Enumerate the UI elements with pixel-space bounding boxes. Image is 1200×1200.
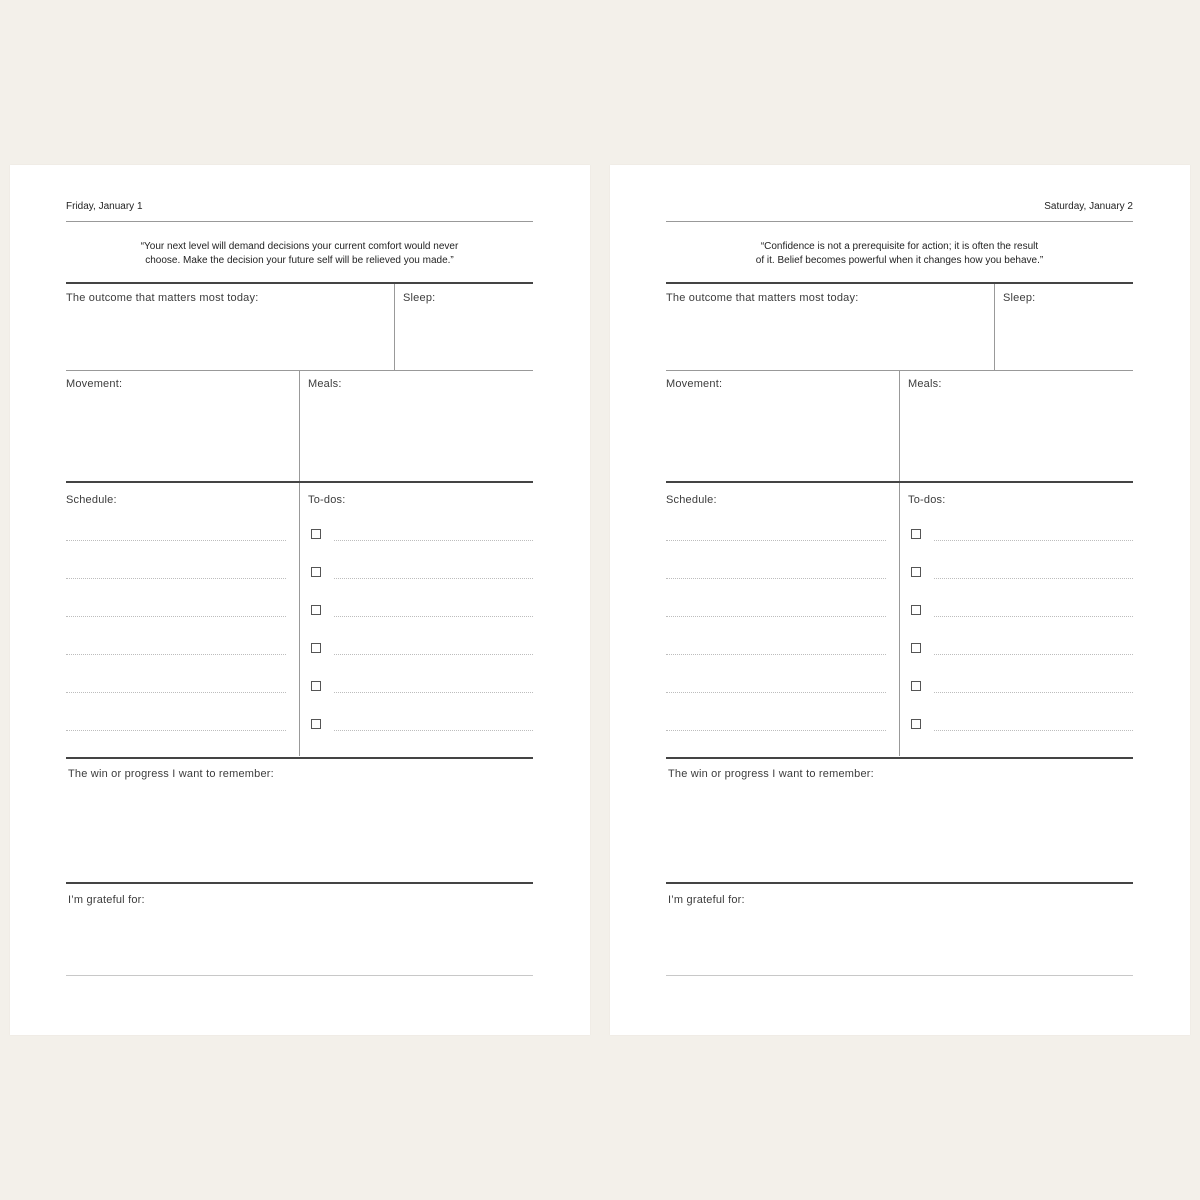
column-divider xyxy=(299,370,300,756)
grateful-label: I’m grateful for: xyxy=(668,894,745,906)
bottom-divider xyxy=(66,975,533,976)
schedule-label: Schedule: xyxy=(66,494,117,506)
outcome-sleep-divider xyxy=(994,284,995,370)
page-date: Friday, January 1 xyxy=(66,201,143,212)
outcome-sleep-divider xyxy=(394,284,395,370)
schedule-line[interactable] xyxy=(66,578,286,579)
todo-line[interactable] xyxy=(334,692,533,693)
bottom-divider xyxy=(666,975,1133,976)
schedule-line[interactable] xyxy=(66,540,286,541)
section-divider xyxy=(666,757,1133,759)
todo-line[interactable] xyxy=(334,730,533,731)
movement-label: Movement: xyxy=(66,378,123,390)
quote-divider xyxy=(66,282,533,284)
planner-page-left xyxy=(10,165,590,1035)
grateful-label: I’m grateful for: xyxy=(68,894,145,906)
todo-checkbox[interactable] xyxy=(311,719,321,729)
daily-quote xyxy=(666,240,1133,268)
todo-line[interactable] xyxy=(934,654,1133,655)
schedule-line[interactable] xyxy=(66,654,286,655)
meals-label: Meals: xyxy=(308,378,342,390)
todo-line[interactable] xyxy=(334,654,533,655)
outcome-label: The outcome that matters most today: xyxy=(66,292,259,304)
todo-line[interactable] xyxy=(934,578,1133,579)
todo-line[interactable] xyxy=(334,616,533,617)
todo-checkbox[interactable] xyxy=(911,643,921,653)
quote-line-2: of it. Belief becomes powerful when it changes how you behave.” xyxy=(755,255,1044,266)
todo-checkbox[interactable] xyxy=(911,681,921,691)
todo-line[interactable] xyxy=(934,692,1133,693)
outcome-label: The outcome that matters most today: xyxy=(666,292,859,304)
win-label: The win or progress I want to remember: xyxy=(668,768,874,780)
schedule-label: Schedule: xyxy=(666,494,717,506)
todo-checkbox[interactable] xyxy=(311,605,321,615)
schedule-line[interactable] xyxy=(66,730,286,731)
todo-line[interactable] xyxy=(934,616,1133,617)
header-divider xyxy=(666,221,1133,222)
todo-checkbox[interactable] xyxy=(911,529,921,539)
todo-checkbox[interactable] xyxy=(911,567,921,577)
daily-quote xyxy=(66,240,533,268)
section-divider xyxy=(66,757,533,759)
schedule-line[interactable] xyxy=(66,616,286,617)
page-content xyxy=(66,165,533,1035)
planner-page-right xyxy=(610,165,1190,1035)
quote-divider xyxy=(666,282,1133,284)
section-divider xyxy=(66,481,533,483)
todo-line[interactable] xyxy=(934,730,1133,731)
quote-line-1: “Your next level will demand decisions your current comfort would never xyxy=(140,241,459,252)
quote-line-1: “Confidence is not a prerequisite for action; it is often the result xyxy=(760,241,1039,252)
column-divider xyxy=(899,370,900,756)
todo-line[interactable] xyxy=(934,540,1133,541)
page-date: Saturday, January 2 xyxy=(1044,201,1133,212)
todo-checkbox[interactable] xyxy=(311,681,321,691)
schedule-line[interactable] xyxy=(666,578,886,579)
todo-checkbox[interactable] xyxy=(911,605,921,615)
schedule-line[interactable] xyxy=(666,654,886,655)
todo-line[interactable] xyxy=(334,578,533,579)
schedule-line[interactable] xyxy=(666,540,886,541)
schedule-line[interactable] xyxy=(666,730,886,731)
win-label: The win or progress I want to remember: xyxy=(68,768,274,780)
todos-label: To-dos: xyxy=(308,494,346,506)
section-divider xyxy=(666,481,1133,483)
meals-label: Meals: xyxy=(908,378,942,390)
schedule-line[interactable] xyxy=(666,692,886,693)
page-content xyxy=(666,165,1133,1035)
sleep-label: Sleep: xyxy=(403,292,436,304)
section-divider xyxy=(666,882,1133,884)
todo-checkbox[interactable] xyxy=(311,643,321,653)
schedule-line[interactable] xyxy=(66,692,286,693)
schedule-line[interactable] xyxy=(666,616,886,617)
sleep-label: Sleep: xyxy=(1003,292,1036,304)
movement-label: Movement: xyxy=(666,378,723,390)
quote-line-2: choose. Make the decision your future self will be relieved you made.” xyxy=(145,255,454,266)
todo-checkbox[interactable] xyxy=(311,529,321,539)
todo-checkbox[interactable] xyxy=(311,567,321,577)
todos-label: To-dos: xyxy=(908,494,946,506)
header-divider xyxy=(66,221,533,222)
todo-checkbox[interactable] xyxy=(911,719,921,729)
section-divider xyxy=(66,882,533,884)
todo-line[interactable] xyxy=(334,540,533,541)
